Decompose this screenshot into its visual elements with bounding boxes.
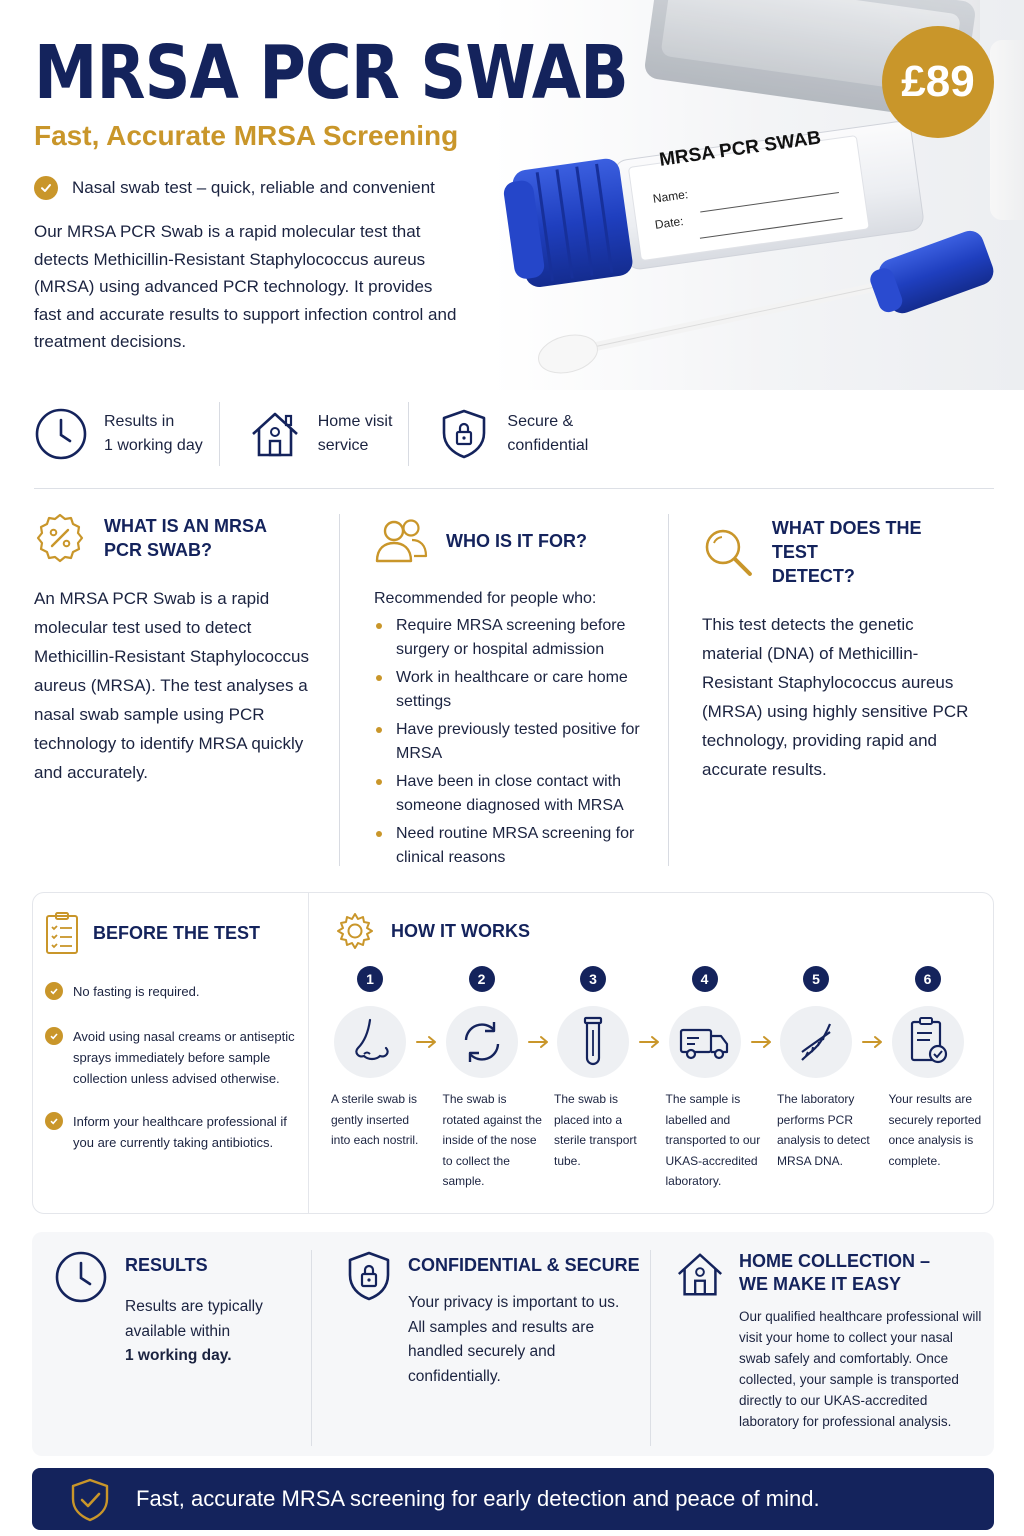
tube-label-name: Name: [652, 187, 689, 206]
feature-results-line2: 1 working day [104, 437, 203, 454]
home-title-line2: WE MAKE IT EASY [739, 1274, 902, 1294]
clock-icon [34, 407, 88, 461]
feature-home-line1: Home visit [317, 413, 393, 430]
step-number: 4 [692, 966, 718, 992]
what-is-section [34, 512, 314, 787]
step-icon-circle [446, 1006, 518, 1078]
footer-text: Fast, accurate MRSA screening for early detection and peace of mind. [136, 1486, 820, 1511]
step-arrow-icon [861, 1035, 885, 1049]
what-is-body: An MRSA PCR Swab is a rapid molecular test used to detect Methicillin-Resistant Staphylococcus aureus (MRSA). The test analyses a nasal swab sample using PCR technology to identify MRSA quickly and accurately. [34, 589, 309, 782]
feature-strip [34, 398, 994, 470]
procedure-panel [32, 892, 994, 1214]
detects-section [702, 512, 972, 784]
hero-check-text: Nasal swab test – quick, reliable and convenient [72, 178, 435, 197]
how-it-works-header [335, 911, 530, 951]
rotate-icon [446, 1006, 518, 1078]
list-item [45, 1026, 296, 1089]
step-arrow-icon [638, 1035, 662, 1049]
step-arrow-icon [415, 1035, 439, 1049]
divider [34, 488, 994, 489]
step-text: The laboratory performs PCR analysis to detect MRSA DNA. [777, 1092, 870, 1168]
feature-secure-line2: confidential [507, 437, 589, 454]
who-for-section [374, 512, 654, 874]
what-is-title-line1: WHAT IS AN MRSA [104, 516, 267, 536]
list-item: Need routine MRSA screening for clinical reasons [374, 822, 654, 870]
page-title: MRSA PCR SWAB [34, 30, 628, 116]
check-icon [34, 176, 58, 200]
people-icon [374, 518, 428, 564]
shield-check-icon [70, 1478, 110, 1522]
feature-results-line1: Results in [104, 413, 175, 430]
feature-secure-line1: Secure & [507, 413, 574, 430]
feature-home-visit [248, 407, 393, 461]
price-badge: £89 [882, 26, 994, 138]
results-body: Results are typically available within [125, 1298, 263, 1340]
dna-icon [780, 1006, 852, 1078]
who-for-list [374, 614, 654, 870]
step-text: The swab is rotated against the inside of the nose to collect the sample. [442, 1092, 542, 1188]
step-number: 3 [580, 966, 606, 992]
secure-body: Your privacy is important to us. All samples and results are handled securely and confidentially. [408, 1294, 620, 1385]
before-test-section [33, 893, 309, 1213]
step-arrow-icon [750, 1035, 774, 1049]
results-section [54, 1232, 314, 1456]
detects-title-line2: DETECT? [771, 566, 855, 586]
feature-home-line2: service [317, 437, 369, 454]
clock-icon [54, 1250, 108, 1304]
test-tube-icon [557, 1006, 629, 1078]
nose-icon [334, 1006, 406, 1078]
hero-check-line [34, 176, 435, 200]
before-test-title: BEFORE THE TEST [93, 922, 261, 943]
step-number: 2 [469, 966, 495, 992]
tube-label-date: Date: [654, 214, 685, 232]
before-item-text: Inform your healthcare professional if you are currently taking antibiotics. [73, 1114, 287, 1150]
step-text: The swab is placed into a sterile transport tube. [554, 1092, 637, 1168]
page-subtitle: Fast, Accurate MRSA Screening [34, 120, 459, 151]
home-title-line1: HOME COLLECTION – [739, 1251, 931, 1271]
step-icon-circle [557, 1006, 629, 1078]
percent-badge-icon [34, 512, 86, 564]
magnifier-icon [702, 526, 754, 578]
results-title: RESULTS [125, 1255, 208, 1275]
home-body: Our qualified healthcare professional will visit your home to collect your nasal swab safely and comfortably. Once collected, your sample is transported directly to our UKAS-accredited laboratory for professional analysis. [739, 1309, 982, 1429]
how-it-works-title: HOW IT WORKS [391, 920, 530, 941]
truck-icon [669, 1006, 741, 1078]
hero-section [0, 0, 1024, 390]
step-icon-circle [892, 1006, 964, 1078]
what-is-title-line2: PCR SWAB? [104, 540, 212, 560]
detects-title-line1: WHAT DOES THE TEST [771, 518, 922, 562]
step-icon-circle [669, 1006, 741, 1078]
before-item-text: Avoid using nasal creams or antiseptic sprays immediately before sample collection unless advised otherwise. [73, 1029, 295, 1086]
list-item: Require MRSA screening before surgery or hospital admission [374, 614, 654, 662]
feature-secure [437, 407, 588, 461]
list-item: Work in healthcare or care home settings [374, 666, 654, 714]
step-number: 1 [357, 966, 383, 992]
step-icon-circle [780, 1006, 852, 1078]
feature-results [34, 407, 203, 461]
step-text: Your results are securely reported once analysis is complete. [888, 1092, 982, 1168]
before-item-text: No fasting is required. [73, 984, 200, 999]
results-body-bold: 1 working day. [125, 1347, 232, 1364]
info-panel [32, 1232, 994, 1456]
who-for-title: WHO IS IT FOR? [446, 531, 587, 551]
list-item [45, 1111, 296, 1153]
detects-body: This test detects the genetic material (DNA) of Methicillin-Resistant Staphylococcus aureus (MRSA) using highly sensitive PCR technology, providing rapid and accurate results. [702, 615, 969, 779]
clipboard-list-icon [45, 911, 79, 955]
step-text: A sterile swab is gently inserted into each nostril. [331, 1092, 419, 1147]
tube-label-title: MRSA PCR SWAB [658, 127, 823, 171]
secure-section [346, 1232, 646, 1456]
list-item [45, 981, 296, 1002]
clipboard-check-icon [892, 1006, 964, 1078]
step-text: The sample is labelled and transported to our UKAS-accredited laboratory. [665, 1092, 761, 1188]
shield-lock-icon [346, 1250, 392, 1302]
footer-banner [32, 1468, 994, 1530]
list-item: Have previously tested positive for MRSA [374, 718, 654, 766]
home-collection-section [674, 1232, 984, 1456]
shield-lock-icon [437, 407, 491, 461]
house-icon [674, 1248, 726, 1300]
swab-tube-illustration [500, 120, 1024, 390]
step-number: 5 [803, 966, 829, 992]
house-icon [248, 407, 302, 461]
step-arrow-icon [527, 1035, 551, 1049]
secure-title: CONFIDENTIAL & SECURE [408, 1255, 640, 1275]
check-icon [45, 1027, 63, 1045]
step-icon-circle [334, 1006, 406, 1078]
list-item: Have been in close contact with someone diagnosed with MRSA [374, 770, 654, 818]
gear-icon [335, 911, 375, 951]
check-icon [45, 1112, 63, 1130]
who-for-intro: Recommended for people who: [374, 590, 597, 607]
hero-description: Our MRSA PCR Swab is a rapid molecular test that detects Methicillin-Resistant Staphylococcus aureus (MRSA) using advanced PCR technology. It provides fast and accurate results to support infection control and treatment decisions. [34, 222, 457, 351]
check-icon [45, 982, 63, 1000]
step-number: 6 [915, 966, 941, 992]
